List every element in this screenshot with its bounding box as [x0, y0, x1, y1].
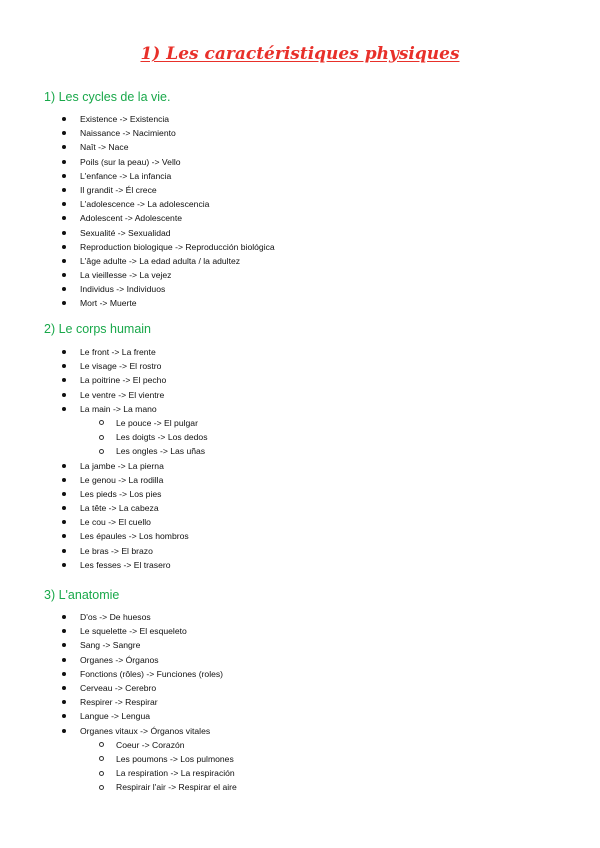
sub-list-item: Coeur -> Corazón	[0, 738, 237, 752]
list-item: D'os -> De huesos	[0, 610, 237, 624]
list-item: Les pieds -> Los pies	[0, 487, 208, 501]
list-item: Sang -> Sangre	[0, 638, 237, 652]
list-item: La poitrine -> El pecho	[0, 373, 208, 387]
list-item: Reproduction biologique -> Reproducción biológica	[0, 240, 275, 254]
list-cycles	[0, 112, 275, 311]
list-item: Sexualité -> Sexualidad	[0, 226, 275, 240]
list-item: Fonctions (rôles) -> Funciones (roles)	[0, 667, 237, 681]
sub-list-item: Le pouce -> El pulgar	[0, 416, 208, 430]
list-item: La vieillesse -> La vejez	[0, 268, 275, 282]
list-item: Cerveau -> Cerebro	[0, 681, 237, 695]
section-heading-body: 2) Le corps humain	[44, 322, 152, 336]
list-item: La tête -> La cabeza	[0, 501, 208, 515]
list-item: Les fesses -> El trasero	[0, 558, 208, 572]
list-item: Il grandit -> Él crece	[0, 183, 275, 197]
list-body	[0, 345, 208, 572]
list-item: Le visage -> El rostro	[0, 359, 208, 373]
list-item: Poils (sur la peau) -> Vello	[0, 155, 275, 169]
page-title: 1) Les caractéristiques physiques	[140, 44, 460, 64]
sub-list-item: Les doigts -> Los dedos	[0, 430, 208, 444]
sub-list-item: Les poumons -> Los pulmones	[0, 752, 237, 766]
list-item: Le squelette -> El esqueleto	[0, 624, 237, 638]
list-item: Organes -> Órganos	[0, 653, 237, 667]
list-item: Individus -> Individuos	[0, 282, 275, 296]
list-item: Le front -> La frente	[0, 345, 208, 359]
list-item: Naît -> Nace	[0, 140, 275, 154]
section-heading-cycles: 1) Les cycles de la vie.	[44, 90, 171, 104]
list-item: Les épaules -> Los hombros	[0, 529, 208, 543]
list-item: La main -> La mano	[0, 402, 208, 416]
sub-list-item: Les ongles -> Las uñas	[0, 444, 208, 458]
list-item: Naissance -> Nacimiento	[0, 126, 275, 140]
list-item: Le cou -> El cuello	[0, 515, 208, 529]
list-item: Existence -> Existencia	[0, 112, 275, 126]
list-item: L'enfance -> La infancia	[0, 169, 275, 183]
list-anatomy	[0, 610, 237, 794]
list-item: La jambe -> La pierna	[0, 459, 208, 473]
list-item: Organes vitaux -> Órganos vitales	[0, 724, 237, 738]
sub-list-item: La respiration -> La respiración	[0, 766, 237, 780]
list-item: Le genou -> La rodilla	[0, 473, 208, 487]
section-heading-anatomy: 3) L'anatomie	[44, 588, 120, 602]
list-item: Le ventre -> El vientre	[0, 388, 208, 402]
list-item: Adolescent -> Adolescente	[0, 211, 275, 225]
list-item: L'âge adulte -> La edad adulta / la adultez	[0, 254, 275, 268]
sub-list-item: Respirair l'air -> Respirar el aire	[0, 780, 237, 794]
list-item: Le bras -> El brazo	[0, 544, 208, 558]
list-item: Mort -> Muerte	[0, 296, 275, 310]
list-item: Langue -> Lengua	[0, 709, 237, 723]
list-item: Respirer -> Respirar	[0, 695, 237, 709]
list-item: L'adolescence -> La adolescencia	[0, 197, 275, 211]
